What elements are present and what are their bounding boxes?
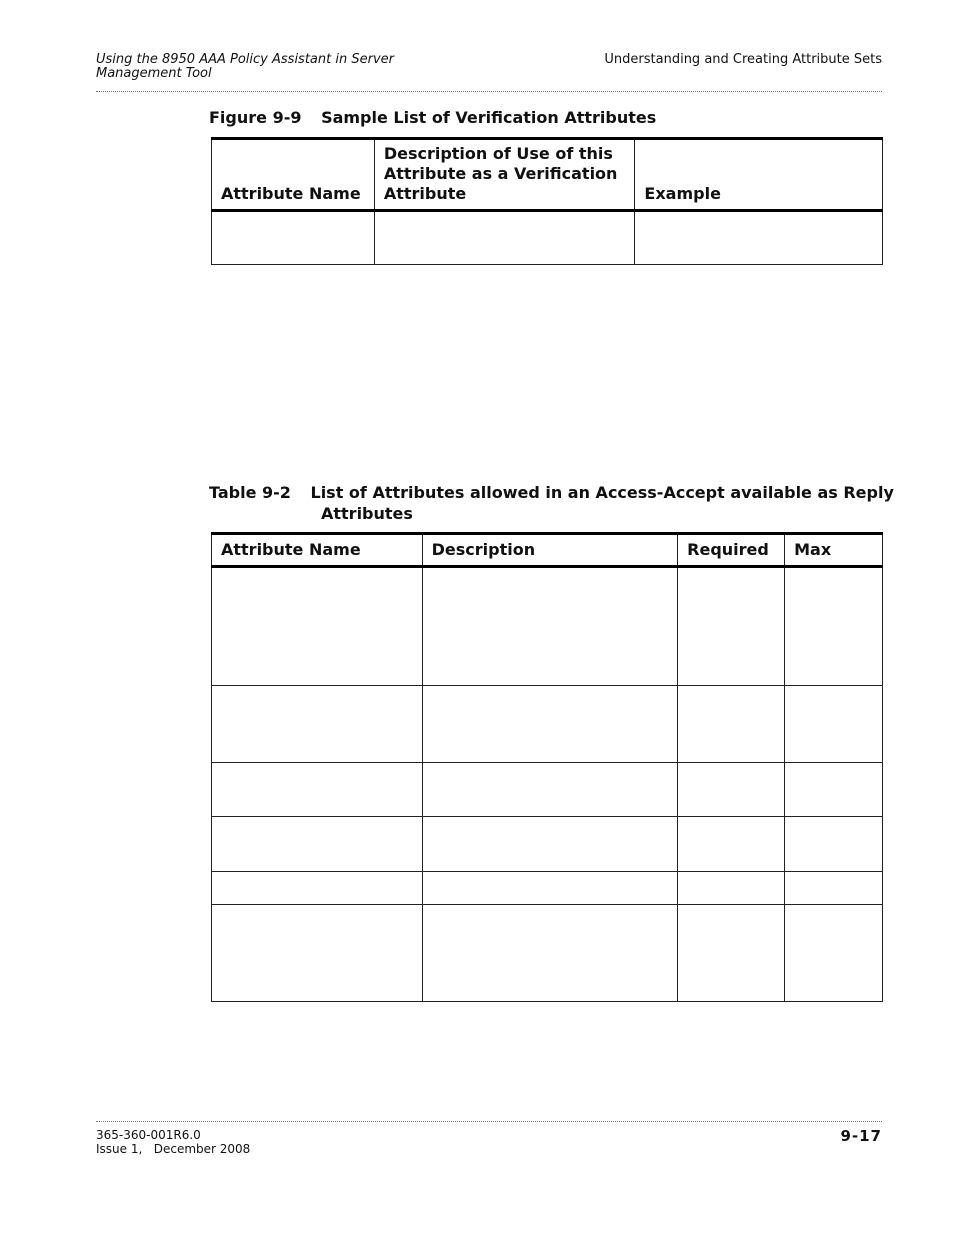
table-cell	[422, 817, 678, 872]
footer-doc-info	[96, 1128, 250, 1156]
table-label: Table 9-2	[209, 483, 291, 502]
table-row	[212, 905, 883, 1002]
running-header-section: Understanding and Creating Attribute Sets	[604, 52, 882, 67]
figure-title: Sample List of Verification Attributes	[321, 108, 657, 127]
table-cell	[422, 763, 678, 817]
column-header: Example	[635, 139, 883, 211]
table-cell	[785, 872, 883, 905]
table-cell	[785, 686, 883, 763]
table-cell	[212, 686, 423, 763]
reply-attributes-table	[211, 532, 883, 1002]
table-cell	[678, 817, 785, 872]
column-header: Attribute Name	[212, 534, 423, 567]
table-row	[212, 763, 883, 817]
table-row	[212, 686, 883, 763]
table-cell	[422, 686, 678, 763]
table-cell	[635, 211, 883, 265]
column-header: Description of Use of this Attribute as a Verification Attribute	[374, 139, 635, 211]
table-header-row	[212, 139, 883, 211]
table-row	[212, 872, 883, 905]
table-cell	[785, 763, 883, 817]
table-cell	[785, 905, 883, 1002]
table-cell	[678, 763, 785, 817]
column-header: Attribute Name	[212, 139, 375, 211]
table-cell	[212, 567, 423, 686]
table-cell	[678, 872, 785, 905]
column-header: Required	[678, 534, 785, 567]
table-row	[212, 817, 883, 872]
table-row	[212, 211, 883, 265]
table-cell	[785, 817, 883, 872]
column-header: Max	[785, 534, 883, 567]
figure-caption	[209, 108, 656, 127]
table-cell	[422, 567, 678, 686]
table-cell	[212, 905, 423, 1002]
verification-attributes-table	[211, 137, 883, 265]
table-cell	[422, 905, 678, 1002]
table-header-row	[212, 534, 883, 567]
column-header: Description	[422, 534, 678, 567]
table-cell	[678, 686, 785, 763]
header-title-line1: Using the 8950 AAA Policy Assistant in Server	[96, 52, 394, 67]
table-title-line2: Attributes	[321, 504, 413, 523]
table-title-line1: List of Attributes allowed in an Access-Accept available as Reply	[310, 483, 894, 502]
doc-number: 365-360-001R6.0	[96, 1128, 201, 1142]
table-caption	[209, 482, 894, 524]
table-row	[212, 567, 883, 686]
table-cell	[422, 872, 678, 905]
page-number: 9-17	[840, 1127, 882, 1145]
table-cell	[678, 905, 785, 1002]
header-rule	[96, 91, 882, 92]
table-cell	[374, 211, 635, 265]
table-cell	[212, 763, 423, 817]
table-cell	[212, 872, 423, 905]
table-cell	[678, 567, 785, 686]
footer-rule	[96, 1121, 882, 1122]
table-cell	[212, 817, 423, 872]
table-cell	[785, 567, 883, 686]
table-cell	[212, 211, 375, 265]
figure-label: Figure 9-9	[209, 108, 302, 127]
header-title-line2: Management Tool	[96, 66, 212, 81]
running-header-title	[96, 53, 416, 81]
issue-date: Issue 1, December 2008	[96, 1142, 251, 1156]
